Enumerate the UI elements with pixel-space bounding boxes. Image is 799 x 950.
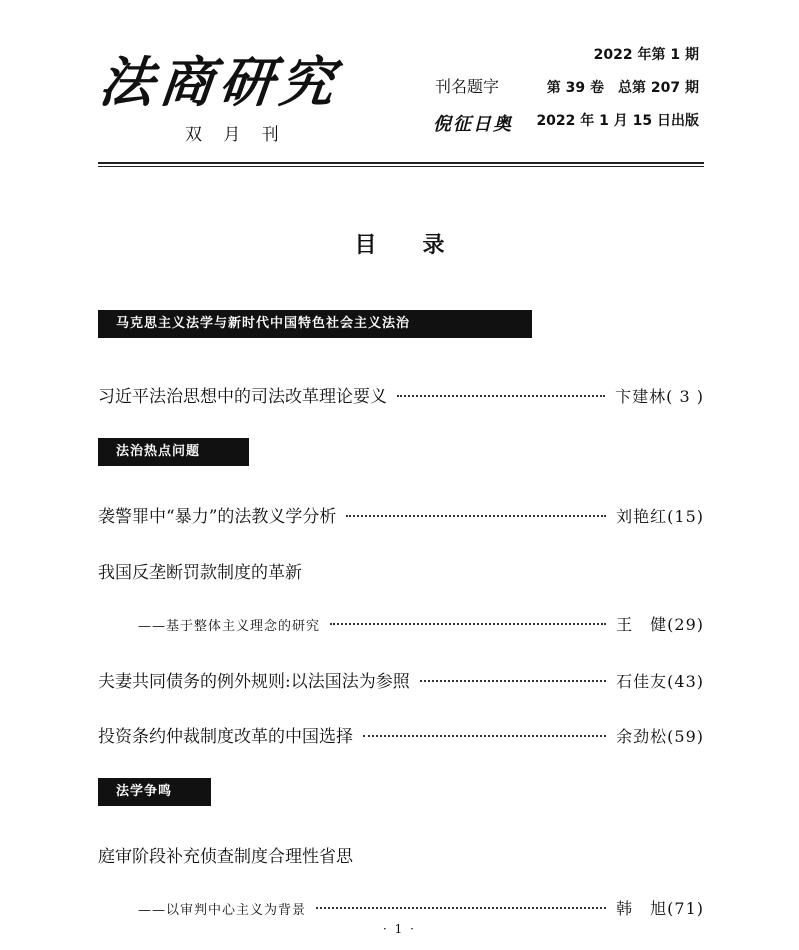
- header-rule-thick: [98, 162, 704, 164]
- inscription-signature: 倪征日奥: [433, 114, 513, 135]
- inscription-label: 刊名题字: [435, 77, 500, 96]
- entry-page: ( 3 ): [666, 387, 704, 406]
- dot-leader: [420, 680, 606, 682]
- toc-entry[interactable]: [98, 382, 704, 407]
- dot-leader: [363, 735, 606, 737]
- volume-number: 第 39 卷 总第 207 期: [546, 80, 699, 96]
- toc-entry[interactable]: [98, 842, 704, 867]
- entry-title: 庭审阶段补充侦查制度合理性省思: [98, 847, 353, 867]
- section-header: 马克思主义法学与新时代中国特色社会主义法治: [98, 310, 532, 338]
- entry-subtitle: ——基于整体主义理念的研究: [138, 619, 321, 634]
- entry-author: 余劲松: [616, 727, 668, 746]
- toc-entry-subtitle[interactable]: [98, 896, 704, 919]
- entry-title: 习近平法治思想中的司法改革理论要义: [98, 387, 387, 407]
- page-number: · 1 ·: [383, 922, 416, 936]
- journal-title: 法商研究: [96, 50, 343, 114]
- header-rule-thin: [98, 166, 704, 167]
- dot-leader: [346, 515, 606, 517]
- entry-author: 石佳友: [616, 672, 668, 691]
- entry-subtitle: ——以审判中心主义为背景: [138, 903, 307, 918]
- entry-title: 我国反垄断罚款制度的革新: [98, 563, 302, 583]
- entry-author: 韩 旭: [616, 899, 668, 918]
- entry-title: 夫妻共同债务的例外规则:以法国法为参照: [98, 672, 410, 692]
- publication-frequency: 双 月 刊: [185, 125, 287, 145]
- publish-date: 2022 年 1 月 15 日出版: [536, 113, 699, 129]
- entry-page: (59): [667, 727, 704, 746]
- entry-page: (29): [667, 615, 704, 634]
- entry-title: 投资条约仲裁制度改革的中国选择: [98, 727, 353, 747]
- toc-entry[interactable]: [98, 502, 704, 527]
- dot-leader: [316, 907, 606, 909]
- entry-author: 刘艳红: [616, 507, 668, 526]
- entry-author: 卞建林: [615, 387, 667, 406]
- issue-number: 2022 年第 1 期: [593, 47, 699, 63]
- section-header: 法学争鸣: [98, 778, 211, 806]
- entry-title: 袭警罪中“暴力”的法教义学分析: [98, 507, 337, 527]
- entry-page: (15): [667, 507, 704, 526]
- toc-title: 目录: [354, 233, 491, 258]
- toc-entry[interactable]: [98, 722, 704, 747]
- dot-leader: [397, 395, 605, 397]
- toc-entry-subtitle[interactable]: [98, 612, 704, 635]
- section-header: 法治热点问题: [98, 438, 249, 466]
- toc-entry[interactable]: [98, 558, 704, 583]
- dot-leader: [330, 623, 606, 625]
- entry-page: (71): [667, 899, 704, 918]
- entry-page: (43): [667, 672, 704, 691]
- toc-entry[interactable]: [98, 667, 704, 692]
- entry-author: 王 健: [616, 615, 668, 634]
